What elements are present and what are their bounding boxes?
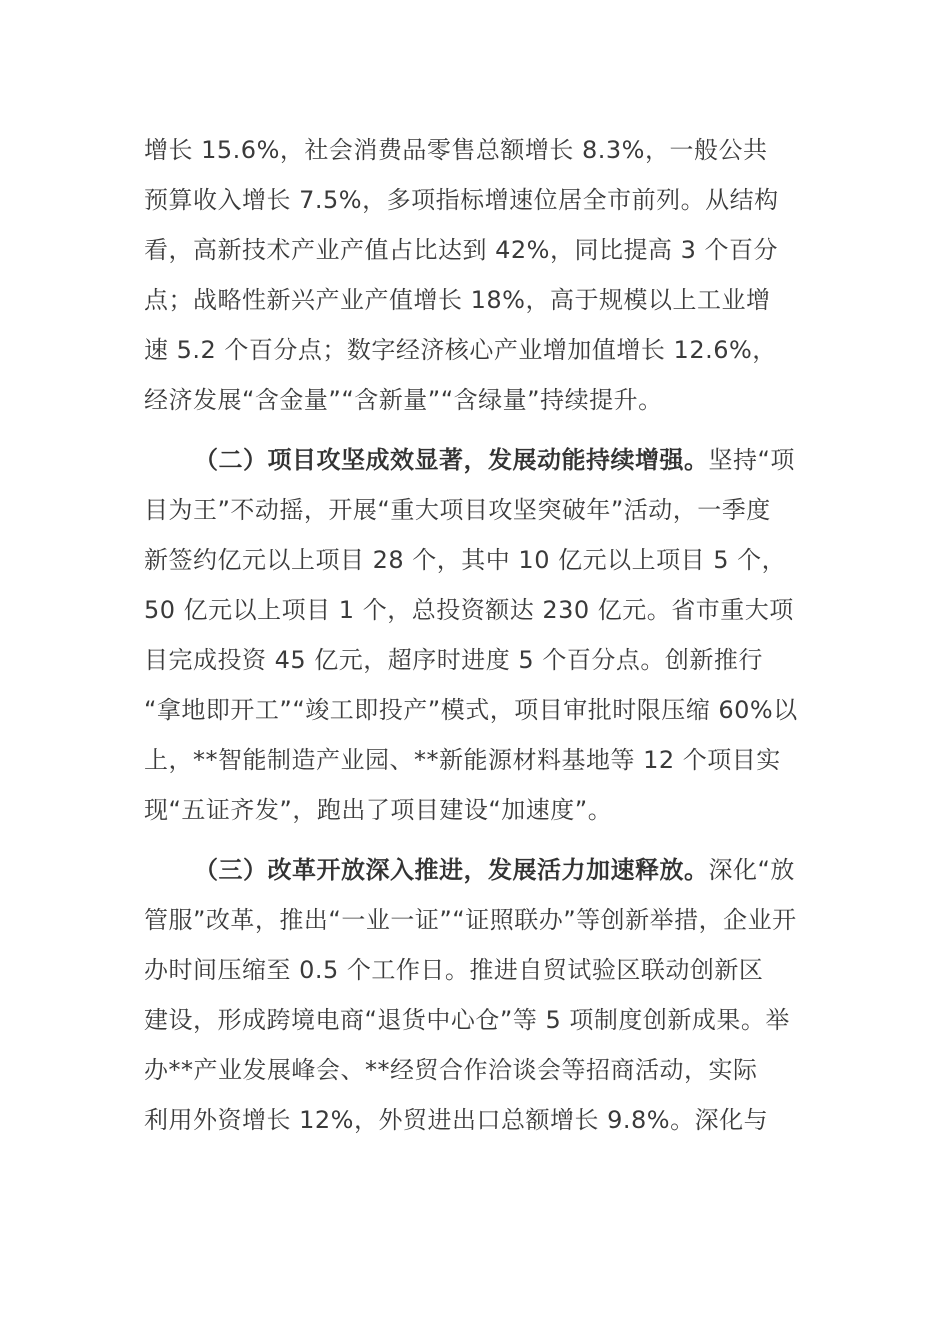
text-line: “拿地即开工”“竣工即投产”模式，项目审批时限压缩 60%以 xyxy=(144,696,798,724)
text-line: 办**产业发展峰会、**经贸合作洽谈会等招商活动，实际 xyxy=(144,1056,758,1084)
text-line: 管服”改革，推出“一业一证”“证照联办”等创新举措，企业开 xyxy=(144,906,797,934)
text-line: 建设，形成跨境电商“退货中心仓”等 5 项制度创新成果。举 xyxy=(144,1006,790,1034)
text-line: 50 亿元以上项目 1 个，总投资额达 230 亿元。省市重大项 xyxy=(144,596,794,624)
text-line: 目完成投资 45 亿元，超序时进度 5 个百分点。创新推行 xyxy=(144,646,763,674)
text-line: 点；战略性新兴产业产值增长 18%，高于规模以上工业增 xyxy=(144,286,771,314)
section-heading: （三）改革开放深入推进，发展活力加速释放。 xyxy=(194,856,709,884)
paragraph-project-progress xyxy=(144,435,798,835)
paragraph-first-line xyxy=(144,845,797,895)
text-line: 利用外资增长 12%，外贸进出口总额增长 9.8%。深化与 xyxy=(144,1106,769,1134)
text-line: 预算收入增长 7.5%，多项指标增速位居全市前列。从结构 xyxy=(144,186,779,214)
text-line: 速 5.2 个百分点；数字经济核心产业增加值增长 12.6%， xyxy=(144,336,777,364)
text-fragment: 坚持“项 xyxy=(708,446,795,474)
paragraph-first-line xyxy=(144,435,798,485)
text-line: 经济发展“含金量”“含新量”“含绿量”持续提升。 xyxy=(144,386,663,414)
section-heading: （二）项目攻坚成效显著，发展动能持续增强。 xyxy=(194,446,709,474)
text-line: 看，高新技术产业产值占比达到 42%，同比提高 3 个百分 xyxy=(144,236,778,264)
text-line: 增长 15.6%，社会消费品零售总额增长 8.3%，一般公共 xyxy=(144,136,768,164)
text-line: 新签约亿元以上项目 28 个，其中 10 亿元以上项目 5 个， xyxy=(144,546,787,574)
text-line: 现“五证齐发”，跑出了项目建设“加速度”。 xyxy=(144,796,613,824)
paragraph-reform-opening xyxy=(144,845,797,1145)
text-fragment: 深化“放 xyxy=(708,856,795,884)
text-line: 目为王”不动摇，开展“重大项目攻坚突破年”活动，一季度 xyxy=(144,496,771,524)
paragraph-economic-indicators xyxy=(144,125,779,425)
text-line: 办时间压缩至 0.5 个工作日。推进自贸试验区联动创新区 xyxy=(144,956,764,984)
text-line: 上，**智能制造产业园、**新能源材料基地等 12 个项目实 xyxy=(144,746,781,774)
